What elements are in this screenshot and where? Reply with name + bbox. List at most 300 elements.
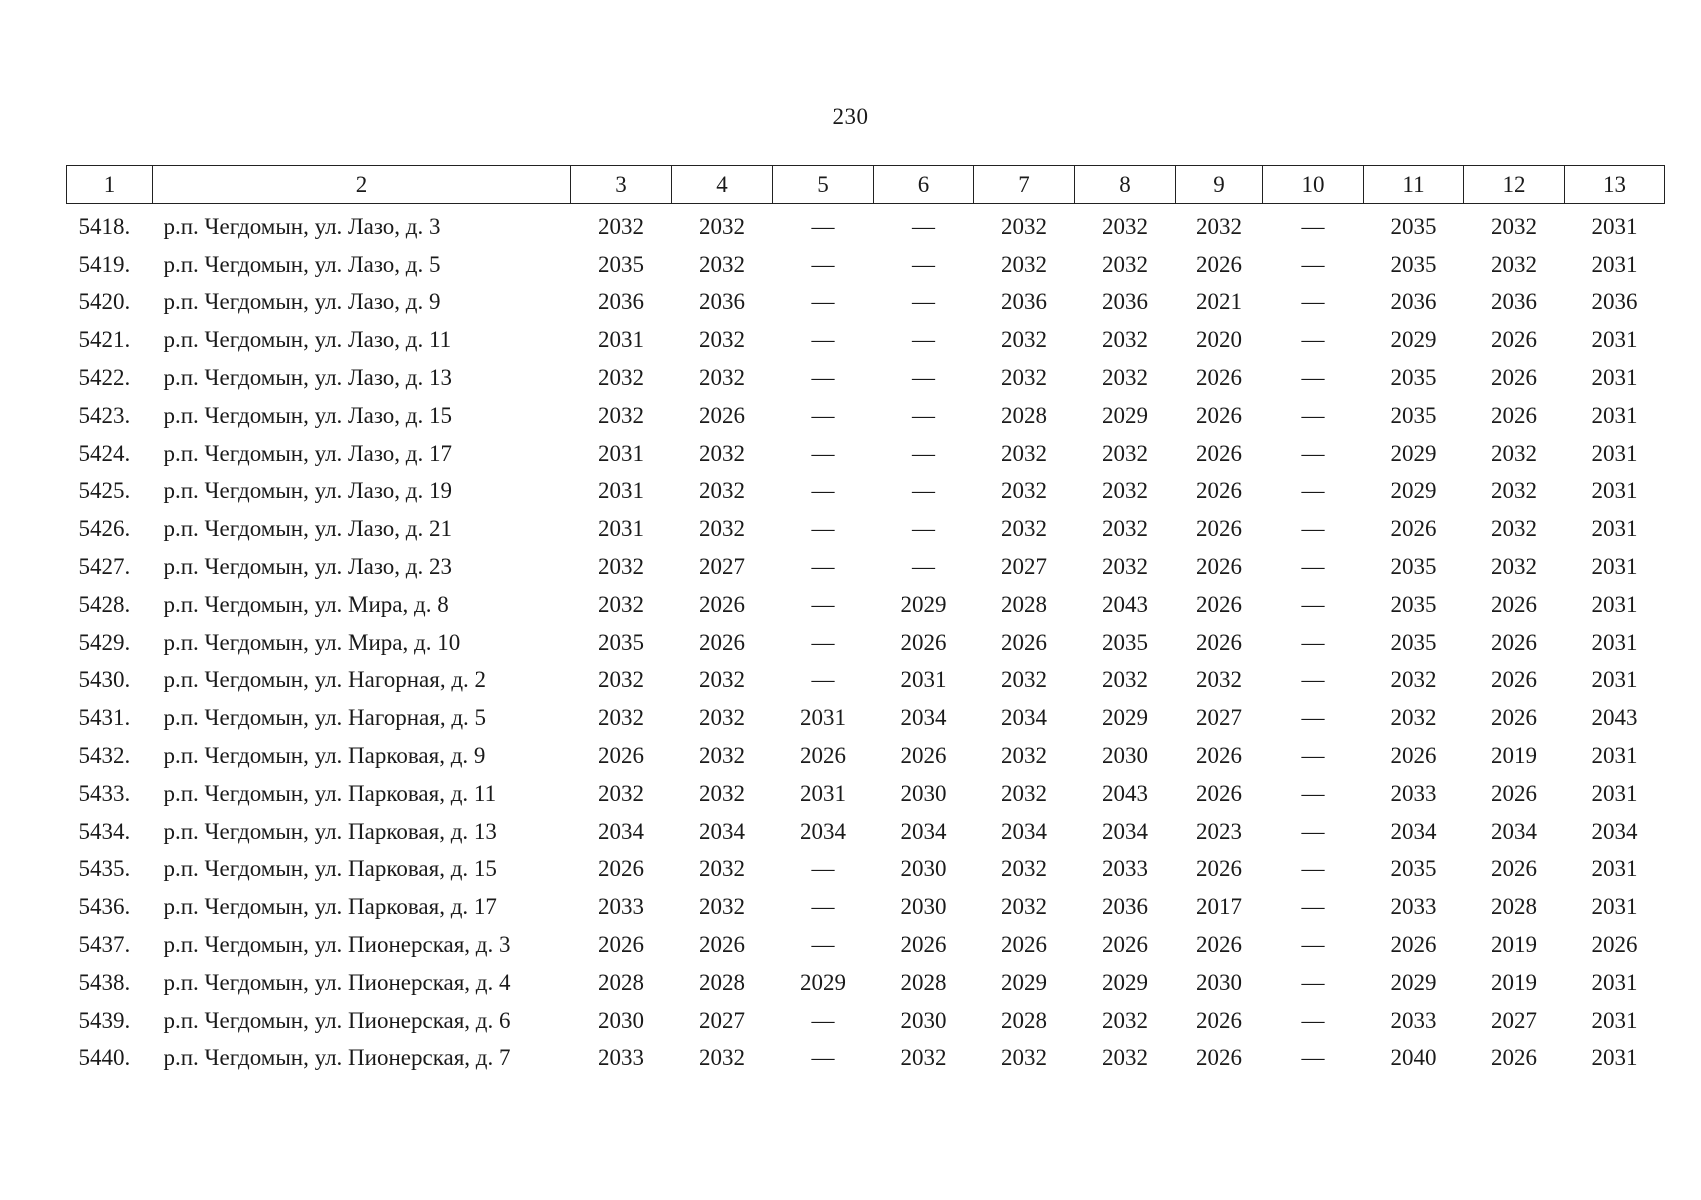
year-cell: 2032 [1102, 251, 1148, 277]
year-cell: 2026 [1102, 932, 1148, 958]
column-header-11: 11 [1364, 166, 1464, 204]
column-header-2: 2 [153, 166, 571, 204]
row-number: 5438. [78, 969, 131, 995]
year-cell: 2026 [1491, 365, 1537, 391]
table-row [67, 737, 1665, 775]
year-cell: 2026 [1491, 780, 1537, 806]
year-cell: 2032 [1102, 365, 1148, 391]
year-cell: 2027 [1491, 1007, 1537, 1033]
year-cell: 2032 [598, 213, 644, 239]
address-cell: р.п. Чегдомын, ул. Парковая, д. 13 [163, 818, 497, 844]
column-header-9: 9 [1176, 166, 1263, 204]
year-cell: 2026 [1491, 705, 1537, 731]
year-cell: 2032 [1491, 478, 1537, 504]
year-cell: 2031 [598, 440, 644, 466]
year-cell: 2033 [598, 894, 644, 920]
year-cell: 2027 [1196, 705, 1242, 731]
year-cell: 2019 [1491, 743, 1537, 769]
year-cell: 2028 [1001, 402, 1047, 428]
year-cell: 2035 [598, 251, 644, 277]
year-cell: 2034 [699, 818, 745, 844]
year-cell: 2032 [1491, 516, 1537, 542]
year-cell: 2033 [1390, 780, 1437, 806]
year-cell: 2026 [1491, 629, 1537, 655]
table-row [67, 813, 1665, 851]
row-number: 5432. [78, 743, 131, 769]
year-cell: 2034 [1491, 818, 1537, 844]
row-number: 5433. [78, 780, 131, 806]
row-number: 5437. [78, 932, 131, 958]
year-cell: 2031 [1591, 969, 1638, 995]
address-cell: р.п. Чегдомын, ул. Лазо, д. 23 [163, 554, 453, 580]
year-cell: 2028 [699, 969, 745, 995]
year-cell: 2026 [1196, 440, 1242, 466]
year-cell: 2030 [598, 1007, 644, 1033]
year-cell: — [811, 629, 835, 655]
year-cell: 2026 [1390, 932, 1437, 958]
year-cell: 2030 [1196, 969, 1242, 995]
year-cell: 2026 [1001, 629, 1047, 655]
year-cell: 2040 [1390, 1045, 1437, 1071]
page-number: 230 [832, 104, 869, 129]
year-cell: 2023 [1196, 818, 1242, 844]
year-cell: 2026 [1196, 932, 1242, 958]
year-cell: 2032 [699, 1045, 745, 1071]
address-cell: р.п. Чегдомын, ул. Мира, д. 10 [163, 629, 461, 655]
row-number: 5420. [78, 289, 131, 315]
year-cell: 2028 [1001, 1007, 1047, 1033]
year-cell: 2036 [1390, 289, 1437, 315]
year-cell: 2036 [699, 289, 745, 315]
year-cell: 2030 [900, 894, 947, 920]
header-row [67, 166, 1665, 204]
table-row [67, 586, 1665, 624]
year-cell: 2032 [1001, 213, 1047, 239]
year-cell: 2026 [1491, 402, 1537, 428]
year-cell: 2036 [1591, 289, 1638, 315]
address-cell: р.п. Чегдомын, ул. Лазо, д. 17 [163, 440, 453, 466]
year-cell: 2043 [1102, 780, 1148, 806]
year-cell: 2034 [598, 818, 644, 844]
year-cell: 2034 [1102, 818, 1148, 844]
column-header-1: 1 [67, 166, 153, 204]
address-cell: р.п. Чегдомын, ул. Пионерская, д. 4 [163, 969, 511, 995]
year-cell: — [1301, 969, 1325, 995]
year-cell: — [1301, 1045, 1325, 1071]
row-number: 5421. [78, 327, 131, 353]
year-cell: 2026 [1196, 478, 1242, 504]
year-cell: 2032 [699, 440, 745, 466]
year-cell: — [1301, 856, 1325, 882]
year-cell: 2035 [1390, 251, 1437, 277]
year-cell: 2032 [1001, 440, 1047, 466]
year-cell: 2035 [1390, 402, 1437, 428]
year-cell: 2032 [1102, 1045, 1148, 1071]
column-header-7: 7 [974, 166, 1075, 204]
year-cell: 2034 [1001, 705, 1047, 731]
year-cell: 2026 [900, 629, 947, 655]
row-number: 5434. [78, 818, 131, 844]
year-cell: 2032 [1390, 705, 1437, 731]
year-cell: 2026 [1196, 1045, 1242, 1071]
column-header-6: 6 [874, 166, 974, 204]
year-cell: 2032 [1491, 213, 1537, 239]
year-cell: 2029 [800, 969, 846, 995]
address-cell: р.п. Чегдомын, ул. Парковая, д. 11 [163, 780, 497, 806]
row-number: 5428. [78, 591, 131, 617]
year-cell: — [811, 402, 835, 428]
table-row [67, 548, 1665, 586]
year-cell: 2032 [1001, 894, 1047, 920]
year-cell: 2031 [1591, 327, 1638, 353]
year-cell: 2031 [1591, 365, 1638, 391]
year-cell: 2026 [598, 932, 644, 958]
year-cell: 2032 [598, 667, 644, 693]
year-cell: — [1301, 667, 1325, 693]
year-cell: 2036 [1102, 289, 1148, 315]
year-cell: 2027 [1001, 554, 1047, 580]
year-cell: 2031 [800, 780, 846, 806]
year-cell: 2026 [1390, 516, 1437, 542]
year-cell: — [811, 856, 835, 882]
year-cell: 2026 [1196, 743, 1242, 769]
year-cell: 2032 [598, 365, 644, 391]
year-cell: 2034 [800, 818, 846, 844]
address-cell: р.п. Чегдомын, ул. Лазо, д. 11 [163, 327, 452, 353]
year-cell: — [1301, 629, 1325, 655]
year-cell: 2032 [699, 516, 745, 542]
year-cell: 2029 [1390, 478, 1437, 504]
year-cell: — [1301, 743, 1325, 769]
year-cell: 2032 [1001, 516, 1047, 542]
year-cell: 2032 [1001, 667, 1047, 693]
year-cell: 2032 [1001, 251, 1047, 277]
year-cell: — [1301, 591, 1325, 617]
column-header-4: 4 [672, 166, 773, 204]
year-cell: 2032 [1102, 478, 1148, 504]
year-cell: 2028 [1491, 894, 1537, 920]
year-cell: 2026 [598, 856, 644, 882]
year-cell: 2032 [1001, 743, 1047, 769]
year-cell: 2032 [699, 478, 745, 504]
year-cell: — [811, 440, 835, 466]
table-row [67, 851, 1665, 889]
table-row [67, 775, 1665, 813]
year-cell: 2030 [900, 856, 947, 882]
year-cell: 2033 [598, 1045, 644, 1071]
year-cell: 2031 [598, 516, 644, 542]
year-cell: 2034 [1001, 818, 1047, 844]
year-cell: 2026 [800, 743, 846, 769]
year-cell: 2026 [699, 932, 745, 958]
year-cell: 2032 [1491, 554, 1537, 580]
year-cell: 2034 [900, 705, 947, 731]
column-header-12: 12 [1464, 166, 1565, 204]
year-cell: 2032 [1102, 213, 1148, 239]
year-cell: 2032 [598, 402, 644, 428]
year-cell: 2032 [699, 780, 745, 806]
year-cell: 2032 [699, 365, 745, 391]
year-cell: 2032 [699, 327, 745, 353]
year-cell: 2032 [900, 1045, 947, 1071]
row-number: 5424. [78, 440, 131, 466]
row-number: 5422. [78, 365, 131, 391]
year-cell: 2027 [699, 1007, 745, 1033]
address-cell: р.п. Чегдомын, ул. Нагорная, д. 5 [163, 705, 487, 731]
table-row [67, 964, 1665, 1002]
year-cell: 2031 [1591, 629, 1638, 655]
year-cell: — [912, 440, 935, 466]
year-cell: 2029 [1390, 969, 1437, 995]
year-cell: 2026 [1196, 856, 1242, 882]
address-cell: р.п. Чегдомын, ул. Нагорная, д. 2 [163, 667, 487, 693]
year-cell: 2031 [1591, 516, 1638, 542]
year-cell: — [912, 289, 935, 315]
year-cell: 2019 [1491, 969, 1537, 995]
address-cell: р.п. Чегдомын, ул. Парковая, д. 9 [163, 743, 486, 769]
year-cell: 2033 [1390, 1007, 1437, 1033]
row-number: 5436. [78, 894, 131, 920]
address-cell: р.п. Чегдомын, ул. Пионерская, д. 3 [163, 932, 511, 958]
year-cell: 2031 [598, 478, 644, 504]
year-cell: — [1301, 932, 1325, 958]
year-cell: 2032 [699, 213, 745, 239]
year-cell: 2032 [699, 856, 745, 882]
year-cell: 2031 [1591, 1045, 1638, 1071]
year-cell: — [811, 478, 835, 504]
year-cell: 2028 [1001, 591, 1047, 617]
year-cell: 2026 [1196, 516, 1242, 542]
address-cell: р.п. Чегдомын, ул. Мира, д. 8 [163, 591, 449, 617]
year-cell: 2032 [1196, 213, 1242, 239]
year-cell: 2032 [598, 554, 644, 580]
year-cell: 2034 [1591, 818, 1638, 844]
table-row [67, 284, 1665, 322]
year-cell: — [1301, 705, 1325, 731]
year-cell: 2031 [900, 667, 947, 693]
year-cell: 2032 [699, 743, 745, 769]
address-cell: р.п. Чегдомын, ул. Лазо, д. 3 [163, 213, 441, 239]
year-cell: 2031 [1591, 1007, 1638, 1033]
year-cell: 2026 [1196, 591, 1242, 617]
address-cell: р.п. Чегдомын, ул. Лазо, д. 19 [163, 478, 453, 504]
year-cell: 2021 [1196, 289, 1242, 315]
address-cell: р.п. Чегдомын, ул. Лазо, д. 13 [163, 365, 453, 391]
year-cell: 2029 [1102, 402, 1148, 428]
year-cell: 2032 [1102, 554, 1148, 580]
table-row [67, 1002, 1665, 1040]
year-cell: 2026 [1196, 251, 1242, 277]
year-cell: 2031 [1591, 478, 1638, 504]
year-cell: 2026 [1390, 743, 1437, 769]
table-row [67, 662, 1665, 700]
row-number: 5435. [78, 856, 131, 882]
row-number: 5427. [78, 554, 131, 580]
year-cell: 2035 [1102, 629, 1148, 655]
year-cell: — [912, 365, 935, 391]
year-cell: 2031 [1591, 743, 1638, 769]
row-number: 5430. [78, 667, 131, 693]
year-cell: 2031 [1591, 856, 1638, 882]
column-header-10: 10 [1263, 166, 1364, 204]
year-cell: — [811, 1007, 835, 1033]
year-cell: — [811, 365, 835, 391]
year-cell: 2032 [699, 667, 745, 693]
column-header-5: 5 [773, 166, 874, 204]
column-header-8: 8 [1075, 166, 1176, 204]
year-cell: 2032 [1491, 251, 1537, 277]
row-number: 5439. [78, 1007, 131, 1033]
table-row [67, 204, 1665, 246]
year-cell: 2032 [1491, 440, 1537, 466]
year-cell: 2032 [1001, 780, 1047, 806]
year-cell: — [1301, 440, 1325, 466]
year-cell: 2031 [800, 705, 846, 731]
year-cell: — [912, 251, 935, 277]
year-cell: 2032 [1102, 516, 1148, 542]
year-cell: — [1301, 1007, 1325, 1033]
table-header [67, 166, 1665, 204]
year-cell: 2026 [1196, 1007, 1242, 1033]
year-cell: 2029 [1102, 705, 1148, 731]
year-cell: 2026 [699, 402, 745, 428]
year-cell: 2026 [699, 629, 745, 655]
year-cell: — [811, 213, 835, 239]
year-cell: 2026 [900, 743, 947, 769]
year-cell: 2032 [1390, 667, 1437, 693]
year-cell: 2026 [598, 743, 644, 769]
row-number: 5419. [78, 251, 131, 277]
year-cell: 2032 [1001, 478, 1047, 504]
year-cell: 2026 [1196, 554, 1242, 580]
year-cell: 2036 [598, 289, 644, 315]
year-cell: 2035 [1390, 629, 1437, 655]
year-cell: — [1301, 402, 1325, 428]
year-cell: 2035 [1390, 591, 1437, 617]
column-header-13: 13 [1565, 166, 1665, 204]
table-row [67, 435, 1665, 473]
year-cell: 2034 [900, 818, 947, 844]
year-cell: 2031 [1591, 780, 1638, 806]
year-cell: 2035 [1390, 856, 1437, 882]
year-cell: 2031 [1591, 591, 1638, 617]
year-cell: 2030 [900, 1007, 947, 1033]
year-cell: 2031 [1591, 667, 1638, 693]
table-row [67, 888, 1665, 926]
table-row [67, 510, 1665, 548]
table-row [67, 1040, 1665, 1078]
table-row [67, 321, 1665, 359]
year-cell: — [1301, 780, 1325, 806]
year-cell: 2026 [1196, 629, 1242, 655]
row-number: 5426. [78, 516, 131, 542]
year-cell: 2029 [1102, 969, 1148, 995]
address-cell: р.п. Чегдомын, ул. Лазо, д. 15 [163, 402, 453, 428]
year-cell: 2027 [699, 554, 745, 580]
year-cell: 2031 [1591, 554, 1638, 580]
year-cell: 2026 [1491, 1045, 1537, 1071]
year-cell: 2032 [1001, 1045, 1047, 1071]
year-cell: — [912, 554, 935, 580]
year-cell: — [811, 327, 835, 353]
year-cell: — [1301, 289, 1325, 315]
year-cell: 2032 [1001, 327, 1047, 353]
year-cell: 2017 [1196, 894, 1242, 920]
year-cell: 2026 [1491, 856, 1537, 882]
year-cell: 2036 [1001, 289, 1047, 315]
table-row [67, 926, 1665, 964]
year-cell: 2029 [1001, 969, 1047, 995]
year-cell: — [1301, 478, 1325, 504]
year-cell: 2032 [699, 894, 745, 920]
row-number: 5440. [78, 1045, 131, 1071]
table-row [67, 473, 1665, 511]
address-cell: р.п. Чегдомын, ул. Парковая, д. 15 [163, 856, 497, 882]
year-cell: 2031 [1591, 402, 1638, 428]
year-cell: 2026 [1196, 402, 1242, 428]
year-cell: 2035 [1390, 554, 1437, 580]
year-cell: — [811, 932, 835, 958]
year-cell: 2032 [598, 705, 644, 731]
year-cell: 2026 [1196, 365, 1242, 391]
year-cell: — [1301, 213, 1325, 239]
table-row [67, 397, 1665, 435]
data-table [66, 165, 1665, 1077]
year-cell: 2026 [1196, 780, 1242, 806]
address-cell: р.п. Чегдомын, ул. Пионерская, д. 7 [163, 1045, 511, 1071]
table-row [67, 699, 1665, 737]
address-cell: р.п. Чегдомын, ул. Лазо, д. 5 [163, 251, 441, 277]
address-cell: р.п. Чегдомын, ул. Лазо, д. 21 [163, 516, 453, 542]
address-cell: р.п. Чегдомын, ул. Лазо, д. 9 [163, 289, 441, 315]
year-cell: — [912, 402, 935, 428]
year-cell: 2019 [1491, 932, 1537, 958]
row-number: 5429. [78, 629, 131, 655]
year-cell: 2026 [1491, 591, 1537, 617]
year-cell: 2031 [1591, 440, 1638, 466]
year-cell: 2032 [1196, 667, 1242, 693]
year-cell: — [811, 554, 835, 580]
year-cell: — [1301, 516, 1325, 542]
year-cell: 2032 [699, 251, 745, 277]
year-cell: 2028 [598, 969, 644, 995]
year-cell: — [811, 516, 835, 542]
row-number: 5418. [78, 213, 131, 239]
year-cell: 2032 [1102, 1007, 1148, 1033]
year-cell: 2028 [900, 969, 947, 995]
year-cell: 2026 [699, 591, 745, 617]
table-body [67, 204, 1665, 1078]
year-cell: 2026 [1491, 327, 1537, 353]
table-row [67, 246, 1665, 284]
year-cell: 2030 [1102, 743, 1148, 769]
row-number: 5423. [78, 402, 131, 428]
year-cell: — [811, 667, 835, 693]
year-cell: 2032 [699, 705, 745, 731]
year-cell: — [811, 289, 835, 315]
year-cell: 2026 [1591, 932, 1638, 958]
year-cell: 2029 [1390, 327, 1437, 353]
year-cell: 2030 [900, 780, 947, 806]
year-cell: 2032 [1001, 365, 1047, 391]
table-row [67, 359, 1665, 397]
year-cell: — [811, 251, 835, 277]
column-header-3: 3 [571, 166, 672, 204]
year-cell: — [912, 327, 935, 353]
year-cell: 2031 [1591, 251, 1638, 277]
year-cell: 2035 [1390, 365, 1437, 391]
year-cell: 2031 [598, 327, 644, 353]
